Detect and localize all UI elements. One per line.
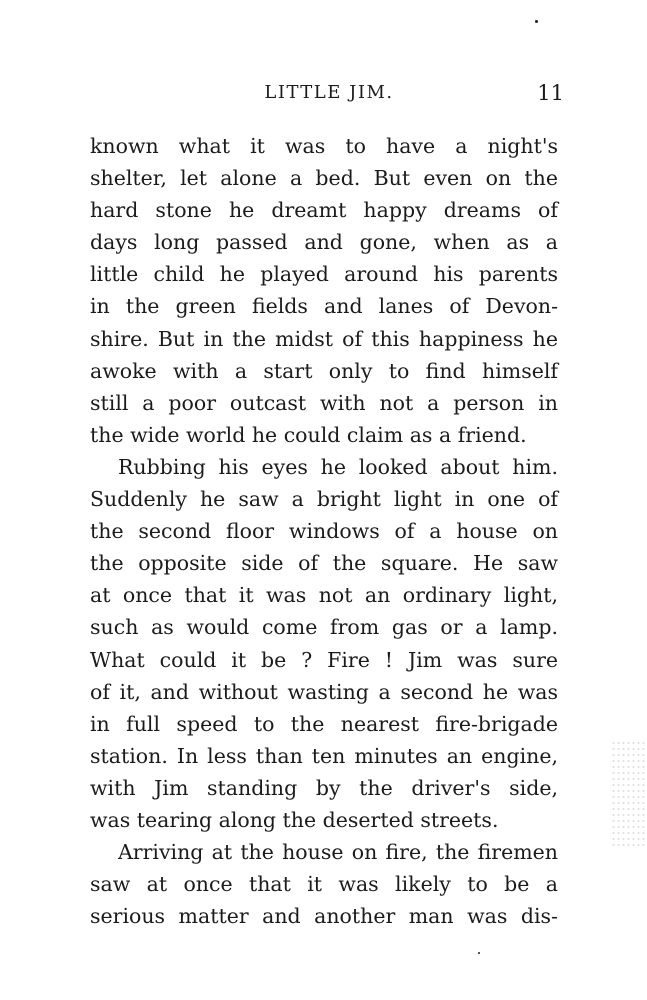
- text-line: saw at once that it was likely to be a: [90, 872, 558, 897]
- text-line: the wide world he could claim as a friend.: [90, 422, 527, 447]
- text-line: Arriving at the house on fire, the firemen: [118, 840, 558, 865]
- text-line: was tearing along the deserted streets.: [90, 807, 499, 832]
- text-line: days long passed and gone, when as a: [90, 230, 558, 255]
- text-line: of it, and without wasting a second he was: [90, 679, 558, 704]
- text-line: with Jim standing by the driver's side,: [90, 775, 558, 800]
- paper-speckle: [611, 740, 647, 850]
- running-title: LITTLE JIM.: [264, 82, 394, 103]
- text-line: known what it was to have a night's: [90, 134, 558, 158]
- text-line: awoke with a start only to find himself: [90, 358, 558, 383]
- text-line: What could it be ? Fire ! Jim was sure: [90, 647, 558, 672]
- text-line: hard stone he dreamt happy dreams of: [90, 198, 558, 223]
- text-line: in full speed to the nearest fire-brigade: [90, 711, 558, 736]
- text-line: such as would come from gas or a lamp.: [90, 615, 558, 640]
- text-line: shelter, let alone a bed. But even on the: [90, 166, 558, 191]
- text-line: at once that it was not an ordinary light,: [90, 583, 558, 608]
- text-line: Suddenly he saw a bright light in one of: [90, 487, 558, 512]
- print-speck: [535, 20, 538, 23]
- text-line: station. In less than ten minutes an engine,: [90, 743, 558, 768]
- text-line: Rubbing his eyes he looked about him.: [118, 454, 558, 479]
- text-line: shire. But in the midst of this happiness he: [90, 326, 558, 351]
- text-line: serious matter and another man was dis-: [90, 904, 558, 929]
- text-line: the opposite side of the square. He saw: [90, 551, 558, 576]
- text-line: little child he played around his parents: [90, 262, 558, 287]
- body-text: [90, 130, 558, 932]
- running-header: [90, 80, 568, 106]
- text-line: in the green fields and lanes of Devon-: [90, 294, 558, 319]
- print-speck: [478, 952, 480, 954]
- page-number: 11: [537, 81, 564, 105]
- text-line: the second floor windows of a house on: [90, 519, 558, 544]
- text-line: still a poor outcast with not a person in: [90, 390, 558, 415]
